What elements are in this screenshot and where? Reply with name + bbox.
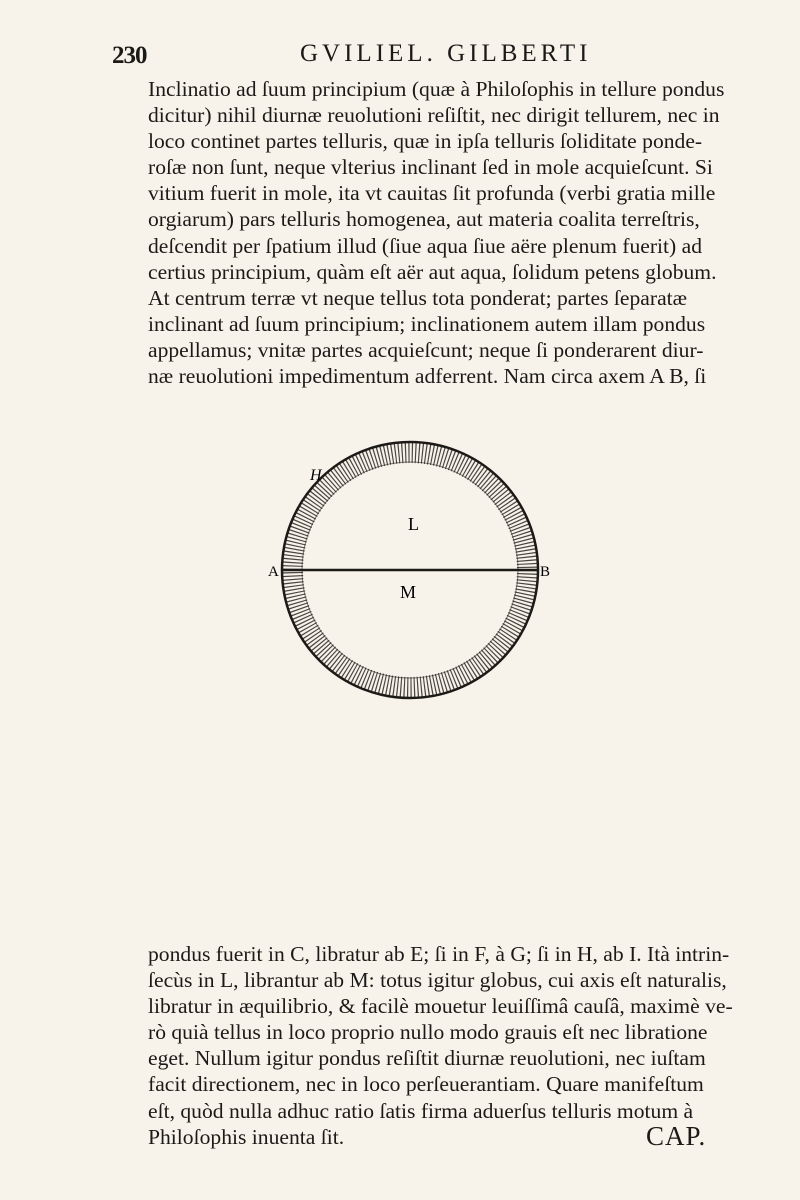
top-paragraph [148,76,744,389]
bottom-paragraph [148,941,744,1150]
text-line: eſt, quòd nulla adhuc ratio ſatis firma aduerſus telluris motum à [148,1098,694,1123]
text-line: certius principium, quàm eſt aër aut aqua, ſolidum petens globum. [148,259,717,284]
page-header [112,38,712,68]
text-line: roſæ non ſunt, neque vlterius inclinant ſed in mole acquieſcunt. Si [148,155,713,180]
text-line: ſecùs in L, librantur ab M: totus igitur globus, cui axis eſt naturalis, [148,968,727,993]
text-line: facit directionem, nec in loco perſeuerantiam. Quare manifeſtum [148,1072,704,1097]
label-b: B [540,564,551,580]
text-line: dicitur) nihil diurnæ reuolutioni reſiſtit, nec dirigit tellurem, nec in [148,103,720,128]
text-line: pondus fuerit in C, libratur ab E; ſi in F, à G; ſi in H, ab I. Ità intrin- [148,942,730,966]
running-head: GVILIEL. GILBERTI [300,40,592,67]
text-line: deſcendit per ſpatium illud (ſiue aqua ſiue aëre plenum fuerit) ad [148,233,703,258]
catchword: CAP. [646,1121,707,1151]
text-line: appellamus; vnitæ partes acquieſcunt; neque ſi ponderarent diur- [148,337,704,362]
text-line: Philoſophis inuenta ſit. [148,1124,345,1149]
label-h: H [310,467,322,484]
text-line: At centrum terræ vt neque tellus tota ponderat; partes ſeparatæ [148,285,688,310]
text-line: vitium fuerit in mole, ita vt cauitas ſit profunda (verbi gratia mille [148,181,716,206]
label-m: M [400,582,417,602]
text-line: inclinant ad ſuum principium; inclinationem autem illam pondus [148,311,706,336]
text-line: libratur in æquilibrio, & facilè mouetur leuiſſimâ cauſâ, maximè ve- [148,994,733,1019]
text-line: orgiarum) pars telluris homogenea, aut materia coalita terreſtris, [148,207,700,232]
text-line: loco continet partes telluris, quæ in ipſa telluris ſoliditate ponde- [148,129,703,154]
text-line: rò quià tellus in loco proprio nullo modo grauis eſt nec libratione [148,1020,708,1045]
text-line: Inclinatio ad ſuum principium (quæ à Philoſophis in tellure pondus [148,77,725,101]
text-line: næ reuolutioni impedimentum adferrent. Nam circa axem A B, ſi [148,364,707,389]
page-number: 230 [112,42,147,69]
label-a: A [268,564,279,580]
text-line: eget. Nullum igitur pondus reſiſtit diurnæ reuolutioni, nec iuſtam [148,1046,706,1071]
label-l: L [408,514,419,534]
globe-figure [270,430,550,710]
